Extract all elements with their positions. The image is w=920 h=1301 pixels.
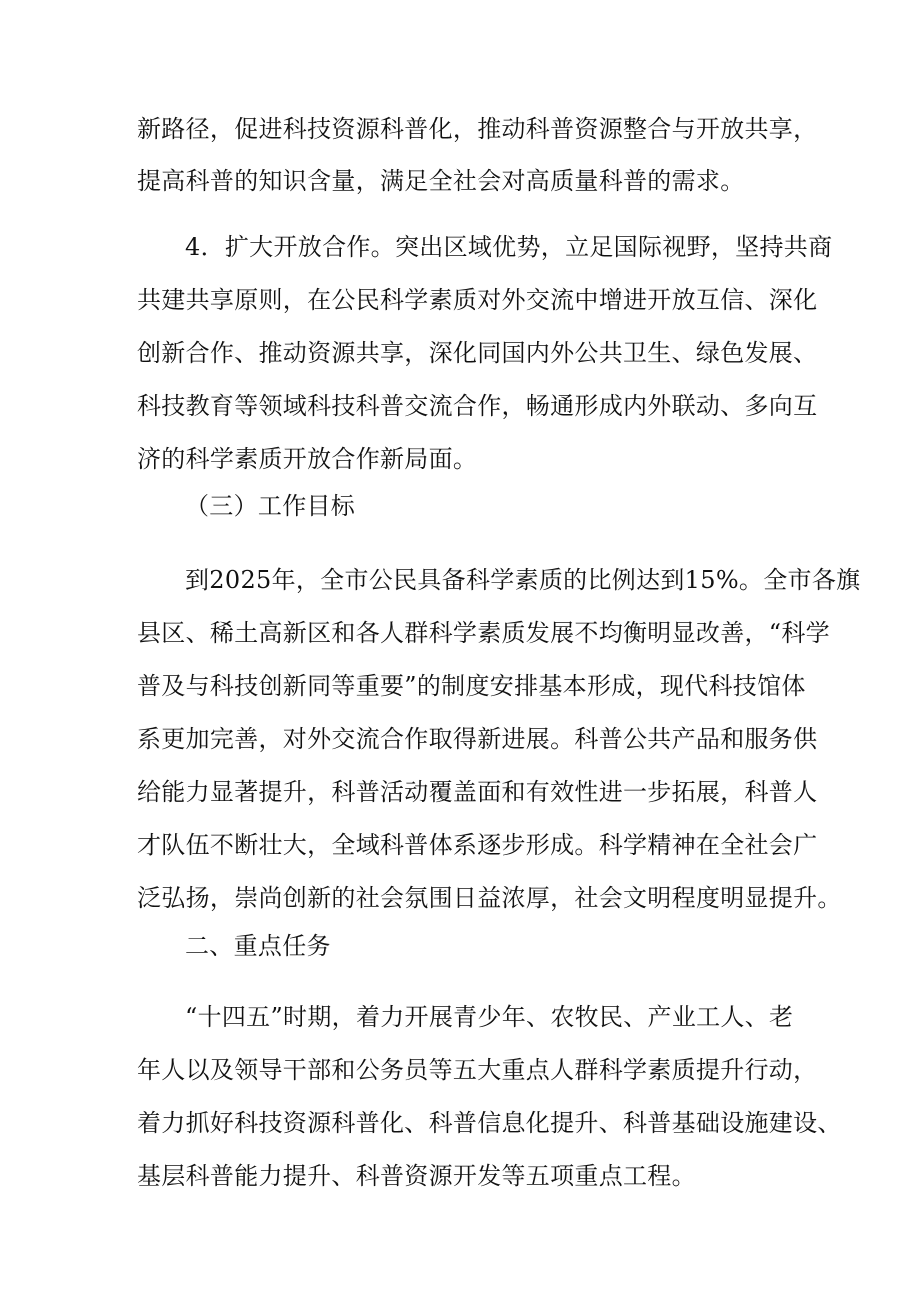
text-line: 共建共享原则，在公民科学素质对外交流中增进开放互信、深化: [137, 286, 818, 314]
text-line: 新路径，促进科技资源科普化，推动科普资源整合与开放共享，: [137, 115, 818, 143]
text-line: 提高科普的知识含量，满足全社会对高质量科普的需求。: [137, 167, 745, 195]
text-line: 给能力显著提升，科普活动覆盖面和有效性进一步拓展，科普人: [137, 778, 818, 806]
section-heading: 4．扩大开放合作。突出区域优势，立足国际视野，坚持共商: [185, 233, 833, 261]
text-line: 普及与科技创新同等重要”的制度安排基本形成，现代科技馆体: [137, 672, 806, 700]
text-line: 县区、稀土高新区和各人群科学素质发展不均衡明显改善，“科学: [137, 619, 830, 647]
text-line: 系更加完善，对外交流合作取得新进展。科普公共产品和服务供: [137, 725, 818, 753]
text-line: 年人以及领导干部和公务员等五大重点人群科学素质提升行动，: [137, 1056, 818, 1084]
text-line: 泛弘扬，崇尚创新的社会氛围日益浓厚，社会文明程度明显提升。: [137, 884, 842, 912]
text-line: 济的科学素质开放合作新局面。: [137, 445, 478, 473]
text-line: 创新合作、推动资源共享，深化同国内外公共卫生、绿色发展、: [137, 339, 818, 367]
subsection-heading: （三）工作目标: [185, 492, 356, 520]
text-line: 科技教育等领域科技科普交流合作，畅通形成内外联动、多向互: [137, 392, 818, 420]
text-line: “十四五”时期，着力开展青少年、农牧民、产业工人、老: [185, 1003, 794, 1031]
section-heading: 二、重点任务: [185, 932, 331, 960]
text-line: 到2025年，全市公民具备科学素质的比例达到15%。全市各旗: [185, 566, 861, 594]
text-line: 基层科普能力提升、科普资源开发等五项重点工程。: [137, 1162, 696, 1190]
text-line: 着力抓好科技资源科普化、科普信息化提升、科普基础设施建设、: [137, 1109, 842, 1137]
text-line: 才队伍不断壮大，全域科普体系逐步形成。科学精神在全社会广: [137, 831, 818, 859]
